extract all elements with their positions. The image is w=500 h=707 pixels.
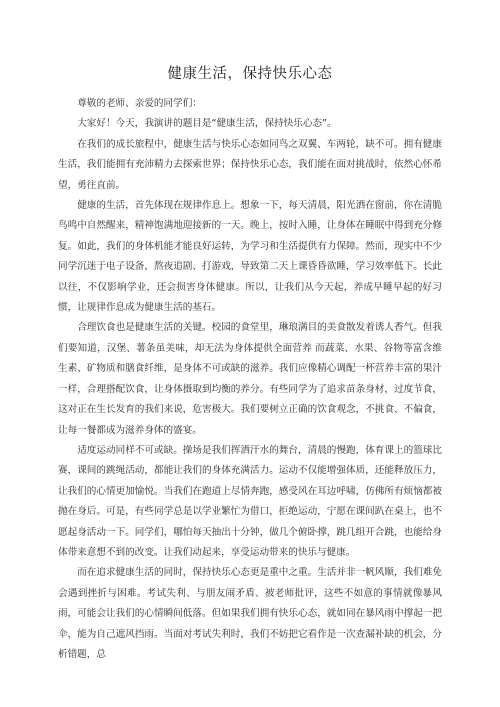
paragraph-mindset: 而在追求健康生活的同时，保持快乐心态更是重中之重。生活并非一帆风顺，我们难免会遇到挫折与困难。考试失利、与朋友闹矛盾、被老师批评，这些不如意的事情就像暴风雨，可能会让我们的心情瞬间低落。但如果我们拥有快乐心态，就如同在暴风雨中撑起一把伞，能为自己遮风挡雨。当面对考试失利时，我们不妨把它看作是一次查漏补缺的机会，分析错题，总 (58, 567, 442, 660)
paragraph-sleep: 健康的生活，首先体现在规律作息上。想象一下，每天清晨，阳光洒在窗前，你在清脆鸟鸣中自然醒来，精神饱满地迎接新的一天。晚上，按时入睡，让身体在睡眠中得到充分修复。如此，我们的身体机能才能良好运转，为学习和生活提供有力保障。然而，现实中不少同学沉迷于电子设备，熬夜追剧、打游戏，导致第二天上课昏昏欲睡，学习效率低下。长此以往，不仅影响学业，还会损害身体健康。所以，让我们从今天起，养成早睡早起的好习惯，让规律作息成为健康生活的基石。 (58, 200, 442, 314)
paragraph-intro: 在我们的成长旅程中，健康生活与快乐心态如同鸟之双翼、车两轮，缺不可。拥有健康生活，我们能拥有充沛精力去探索世界；保持快乐心态，我们能在面对挑战时，依然心怀希望，勇往直前。 (58, 138, 442, 191)
paragraph-diet: 合理饮食也是健康生活的关键。校园的食堂里，琳琅满目的美食散发着诱人香气。但我们要知道，汉堡、薯条虽美味，却无法为身体提供全面营养 而蔬菜、水果、谷物等富含维生素、矿物质和膳食纤维，是身体不可或缺的滋养。我们应像精心调配一杯营养丰富的果汁一样，合理搭配饮食，让身体摄取到均衡的养分。有些同学为了追求苗条身材，过度节食，这对正在生长发育的我们来说，危害极大。我们要树立正确的饮食观念，不挑食、不偏食，让每一餐都成为滋养身体的盛宴。 (58, 322, 442, 436)
salutation: 尊敬的老师、亲爱的同学们： (77, 98, 202, 109)
document-title: 健康生活，保持快乐心态 (167, 66, 333, 82)
document-body (58, 94, 442, 665)
paragraph-greeting: 大家好！今天，我演讲的题目是“健康生活，保持快乐心态”。 (77, 118, 337, 130)
paragraph-exercise: 适度运动同样不可或缺。操场是我们挥洒汗水的舞台，清晨的慢跑，体育课上的篮球比赛，课间的跳绳活动，都能让我们的身体充满活力。运动不仅能增强体质，还能释放压力，让我们的心情更加愉悦。当我们在跑道上尽情奔跑，感受风在耳边呼啸，仿佛所有烦恼都被抛在身后。可是，有些同学总是以学业繁忙为借口，拒绝运动，宁愿在课间趴在桌上，也不愿起身活动一下。同学们，哪怕每天抽出十分钟，做几个俯卧撑，跳几组开合跳，也能给身体带来意想不到的改变。让我们动起来，享受运动带来的快乐与健康。 (58, 444, 442, 558)
